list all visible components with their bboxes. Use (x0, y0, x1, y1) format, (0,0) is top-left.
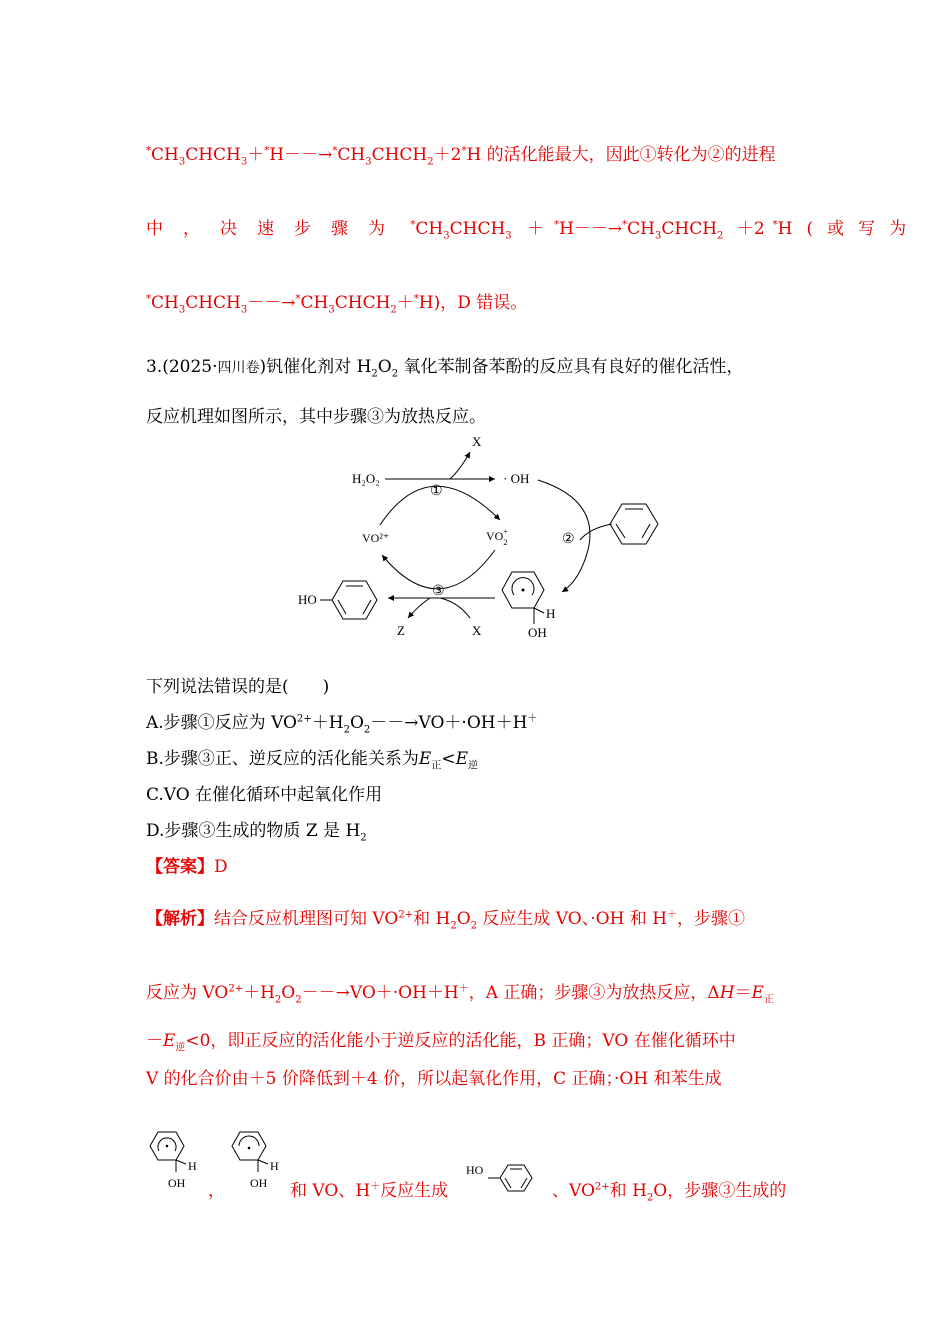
benzene-molecule (610, 504, 658, 544)
analysis-tag: 【解析】 (146, 909, 214, 929)
intermediate-h-label: H (546, 606, 556, 621)
radical-intermediate-molecule (502, 572, 544, 624)
svg-text:H: H (188, 1159, 197, 1173)
z-label: Z (397, 623, 405, 638)
vo2plus-label: VO²⁺ (362, 531, 390, 545)
option-a: A.步骤①反应为 $VO^{2+}+H_2O_2--\to VO+\cdot OH+H^+$ (146, 713, 538, 736)
answer-line (146, 852, 228, 877)
analysis-line-2: 反应为 $VO^{2+}+H_2O_2--\to VO+\cdot OH+H^+$，A 正确；步骤③为放热反应，$\Delta H=E_正$ (146, 983, 774, 1006)
analysis-line-5-mid: 和 VO、H＋反应生成 (290, 1181, 449, 1201)
analysis-line-5-end: 、$VO^{2+}$和 $H_2O$，步骤③生成的 (552, 1181, 787, 1204)
answer-value: D (214, 857, 228, 877)
inline-radical-intermediate-2 (226, 1124, 286, 1192)
cycle-bottom-arc (382, 550, 495, 589)
step3-label: ③ (432, 584, 445, 599)
prev-analysis-line-3: $^*CH_3CHCH_3--\to^*CH_3CHCH_2+^*H$)，D 错误。 (146, 293, 528, 316)
reaction-mechanism-diagram (290, 430, 670, 645)
ho-label: HO (298, 592, 317, 607)
inline-phenol (466, 1160, 550, 1196)
svg-text:OH: OH (168, 1176, 186, 1190)
analysis-line-3: $-E_逆<0$，即正反应的活化能小于逆反应的活化能，B 正确；VO 在催化循环中 (146, 1031, 736, 1054)
option-d: D.步骤③生成的物质 Z 是 $H_2$ (146, 821, 367, 844)
intermediate-oh-label: OH (528, 625, 547, 640)
svg-text:HO: HO (466, 1163, 484, 1177)
x-release-arrow (450, 452, 470, 479)
h2o2-label: H₂O₂ (352, 471, 380, 486)
prev-analysis-line-1: $^*CH_3CHCH_3+^*H--\to^*CH_3CHCH_2+2^*H$ 的活化能最大，因此①转化为②的进程 (146, 145, 776, 168)
option-b: B.步骤③正、逆反应的活化能关系为$E_正<E_逆$ (146, 749, 478, 772)
question-stem-line-1: 3.(2025·四川卷)钒催化剂对 $H_2O_2$ 氧化苯制备苯酚的反应具有良好的催化活性， (146, 357, 744, 380)
analysis-line-5-comma: ， (208, 1181, 225, 1201)
phenol-molecule (320, 581, 377, 619)
x-top-label: X (472, 434, 482, 449)
oh-radical-label: · OH (503, 471, 530, 486)
step1-label: ① (430, 484, 443, 499)
answer-tag: 【答案】 (146, 857, 214, 877)
svg-text:OH: OH (250, 1176, 268, 1190)
x-consume-arrow (440, 598, 470, 618)
prev-analysis-line-2: 中，决速步骤为 $^*CH_3CHCH_3$ ＋ $^*H--\to^*CH_3CHCH_2 +2$ *H(或写为 (146, 219, 921, 242)
option-c: C.VO 在催化循环中起氧化作用 (146, 785, 383, 805)
inline-radical-intermediate-1 (144, 1124, 204, 1192)
vo2-plus-label: $VO_2+$ (486, 527, 508, 547)
analysis-line-1: 【解析】结合反应机理图可知 $VO^{2+}$和 $H_2O_2$ 反应生成 VO、·OH 和 H＋，步骤① (146, 909, 746, 932)
z-release-arrow (408, 598, 430, 618)
question-stem-line-2: 反应机理如图所示，其中步骤③为放热反应。 (146, 407, 486, 427)
analysis-line-4: V 的化合价由＋5 价降低到＋4 价，所以起氧化作用，C 正确；·OH 和苯生成 (146, 1069, 722, 1089)
question-prompt: 下列说法错误的是( ) (146, 677, 330, 697)
step2-label: ② (562, 532, 575, 547)
svg-text:H: H (270, 1159, 279, 1173)
benzene-join-line (580, 524, 612, 540)
x-bottom-label: X (472, 623, 482, 638)
